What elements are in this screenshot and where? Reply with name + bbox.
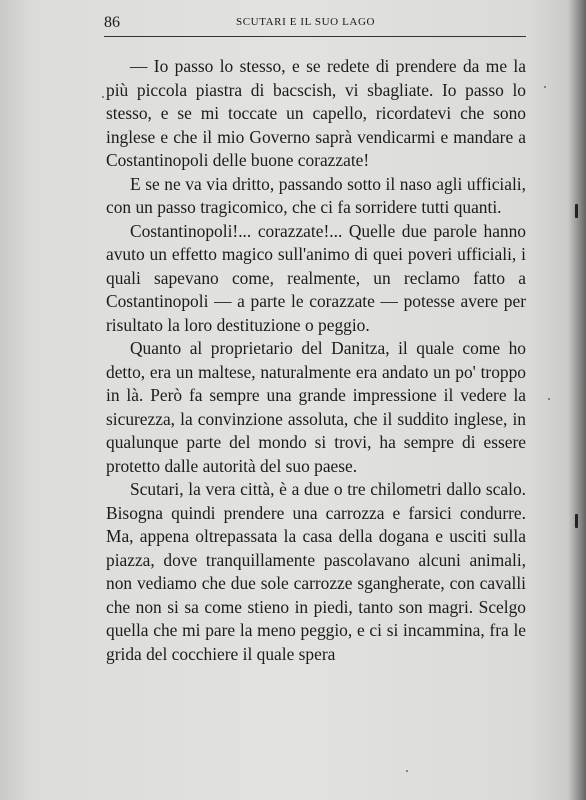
page-edge-shadow (568, 0, 586, 800)
paragraph: Costantinopoli!... corazzate!... Quelle due parole hanno avuto un effetto magico sull'animo di quei poveri ufficiali, i quali sapevano come, realmente, un reclamo fatto a Costantinopoli — a parte le corazzate — potesse avere per risultato la loro destituzione o peggio. (106, 220, 526, 335)
running-title: SCUTARI E IL SUO LAGO (236, 16, 376, 28)
paper-speck (544, 86, 546, 88)
body-text (106, 55, 526, 666)
page-header (104, 14, 526, 37)
paper-speck (406, 770, 408, 772)
paragraph: E se ne va via dritto, passando sotto il naso agli ufficiali, con un passo tragicomico, che ci fa sorridere tutti quanti. (106, 173, 526, 217)
paragraph: Quanto al proprietario del Danitza, il quale come ho detto, era un maltese, naturalmente era andato un po' troppo in là. Però fa sempre una grande impressione il vedere la sicurezza, la convinzione assoluta, che il suddito inglese, in qualunque parte del mondo si trovi, ha sempre di essere protetto dalle autorità del suo paese. (106, 338, 526, 476)
paper-speck (102, 96, 104, 98)
paper-speck (548, 398, 550, 400)
page-number: 86 (104, 14, 120, 31)
edge-mark (575, 514, 578, 528)
paragraph: — Io passo lo stesso, e se redete di prendere da me la più piccola piastra di bacscish, vi sbagliate. Io passo lo stesso, e se mi toccate un capello, ricordatevi che sono inglese e che il mio Governo saprà vendicarmi e mandare a Costantinopoli delle buone corazzate! (106, 56, 526, 170)
edge-mark (575, 204, 578, 218)
paragraph: Scutari, la vera città, è a due o tre chilometri dallo scalo. Bisogna quindi prendere una carrozza e farsici condurre. Ma, appena oltrepassata la casa della dogana e usciti sulla piazza, dove tranquillamente pascolavano alcuni animali, non vediamo che due sole carrozze sgangherate, con cavalli che non si sa come stieno in piedi, tanto son magri. Scelgo quella che mi pare la meno peggio, e ci si incammina, fra le grida del cocchiere il quale spera (106, 479, 526, 664)
